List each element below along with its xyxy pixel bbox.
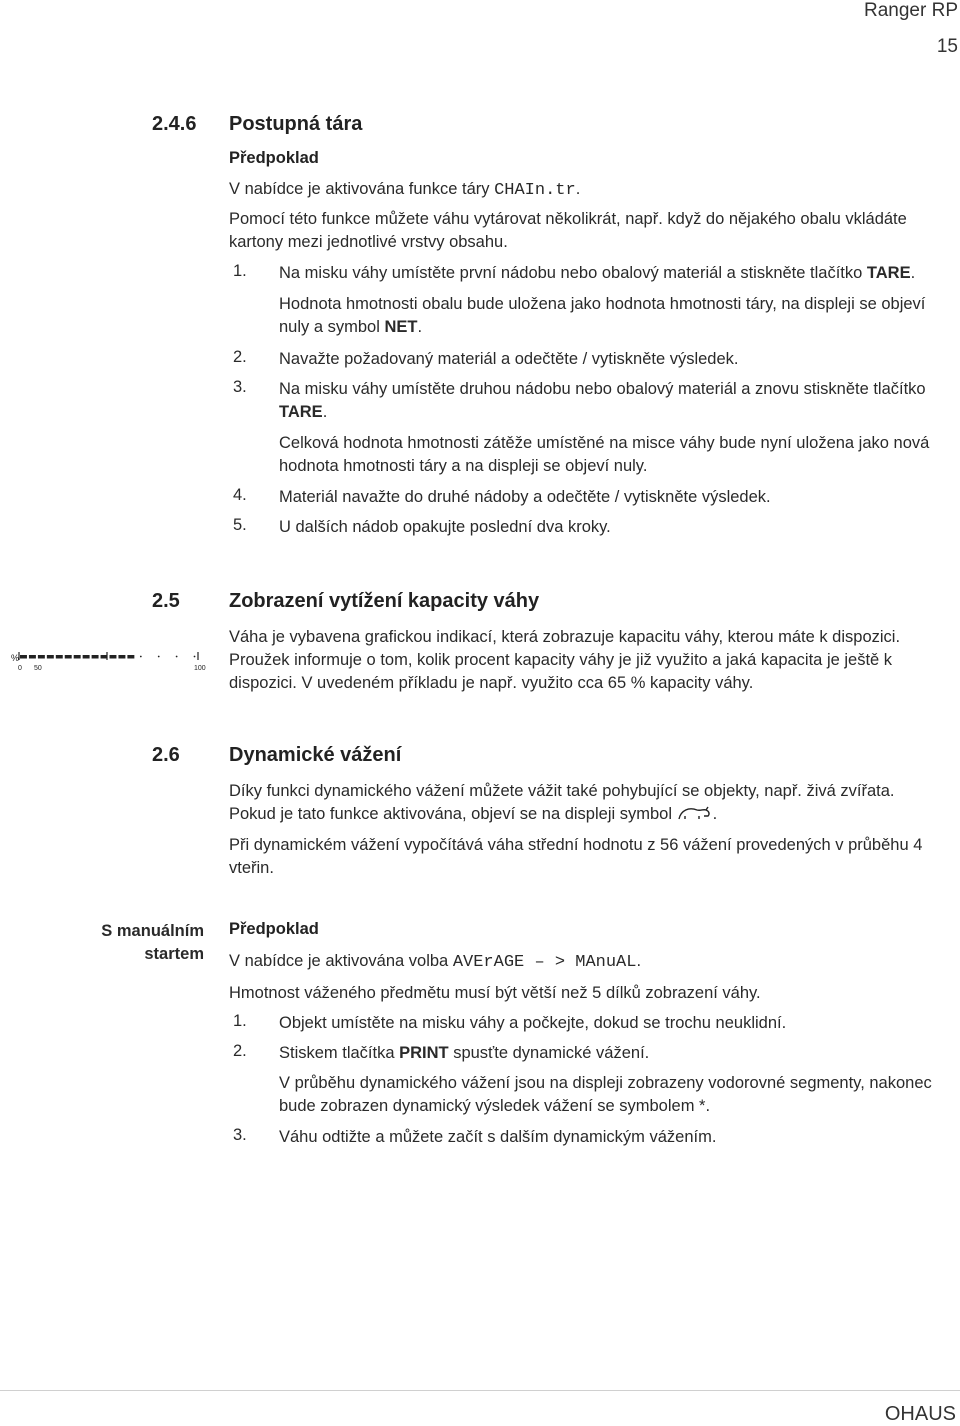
text: V nabídce je aktivována funkce táry — [229, 180, 495, 198]
step-number: 2. — [233, 348, 247, 366]
step-number: 5. — [233, 516, 247, 534]
menu-code: CHAIn.tr — [494, 181, 576, 200]
key-print: PRINT — [399, 1044, 449, 1062]
capacity-segment-filled — [118, 655, 125, 659]
step-text: Váhu odtižte a můžete začít s dalším dynamickým vážením. — [279, 1128, 717, 1146]
side-label-manual-start: S manuálním startem — [101, 922, 204, 963]
step-text — [279, 378, 959, 424]
text: . — [575, 180, 581, 198]
step-text — [279, 1042, 959, 1065]
menu-code: AVErAGE – > MAnuAL — [452, 953, 637, 972]
capacity-segment-empty — [176, 656, 178, 658]
label-0: 0 — [18, 665, 22, 672]
section-title-2-6: Dynamické vážení — [229, 744, 402, 766]
capacity-segment-filled — [20, 655, 27, 659]
text: . — [910, 264, 916, 282]
step-text: Navažte požadovaný materiál a odečtěte / vytiskněte výsledek. — [279, 350, 739, 368]
text: . — [322, 403, 328, 421]
description-paragraph: Pomocí této funkce můžete váhu vytárovat několikrát, např. když do nějakého obalu vkládáte kartony mezi jednotlivé vrstvy obsahu. — [229, 210, 907, 251]
capacity-paragraph: Váha je vybavena grafickou indikací, která zobrazuje kapacitu váhy, kterou máte k dispozici. Proužek informuje o tom, kolik procent kapacity váhy je již využito a jaká kapacita je ještě k dispozici. V uvedeném příkladu je např. využito cca 65 % kapacity váhy. — [229, 628, 901, 692]
section-number-2-4-6: 2.4.6 — [152, 113, 197, 135]
header-title: Ranger RP — [864, 0, 958, 21]
text: Na misku váhy umístěte první nádobu nebo obalový materiál a stiskněte tlačítko — [279, 264, 867, 282]
footer-rule — [0, 1390, 960, 1391]
text: . — [417, 318, 423, 336]
step-text: Objekt umístěte na misku váhy a počkejte, dokud se trochu neuklidní. — [279, 1014, 787, 1032]
section-number-2-5: 2.5 — [152, 590, 180, 612]
dynamic-paragraph-1: Díky funkci dynamického vážení můžete vážit také pohybující se objekty, např. živá zvířata. — [229, 782, 895, 800]
text: Pokud je tato funkce aktivována, objeví se na displeji symbol — [229, 805, 677, 823]
key-tare: TARE — [866, 264, 911, 282]
text: spusťte dynamické vážení. — [448, 1044, 650, 1062]
text: Hodnota hmotnosti obalu bude uložena jako hodnota hmotnosti táry, na displeji se objeví nuly a symbol — [279, 295, 926, 336]
capacity-segment-filled — [83, 655, 90, 659]
capacity-segment-filled — [47, 655, 54, 659]
page-number: 15 — [936, 36, 958, 57]
footer-brand: OHAUS — [884, 1403, 956, 1425]
step-number: 4. — [233, 486, 247, 504]
text: Na misku váhy umístěte druhou nádobu nebo obalový materiál a znovu stiskněte tlačítko — [279, 380, 926, 398]
section-title-2-5: Zobrazení vytížení kapacity váhy — [229, 590, 540, 612]
prerequisite-heading: Předpoklad — [229, 149, 319, 167]
step-text: Materiál navažte do druhé nádoby a odečtěte / vytiskněte výsledek. — [279, 488, 771, 506]
text: . — [636, 952, 642, 970]
step-number: 3. — [233, 378, 247, 396]
dynamic-paragraph-2 — [229, 803, 949, 826]
capacity-segment-filled — [29, 655, 36, 659]
symbol-net: NET — [384, 318, 418, 336]
capacity-bar-svg — [10, 646, 210, 676]
manual-prerequisite-text — [229, 950, 949, 974]
step-number: 2. — [233, 1042, 247, 1060]
capacity-segment-empty — [140, 656, 142, 658]
text: Stiskem tlačítka — [279, 1044, 400, 1062]
text: . — [712, 805, 718, 823]
capacity-segment-empty — [194, 656, 196, 658]
step-number: 1. — [233, 262, 247, 280]
section-title-2-4-6: Postupná tára — [229, 113, 363, 135]
label-50: 50 — [34, 665, 42, 672]
key-tare: TARE — [279, 403, 323, 421]
section-number-2-6: 2.6 — [152, 744, 180, 766]
step-number: 3. — [233, 1126, 247, 1144]
text: V nabídce je aktivována volba — [229, 952, 453, 970]
capacity-segment-filled — [65, 655, 72, 659]
step-number: 1. — [233, 1012, 247, 1030]
percent-sign: % — [11, 653, 20, 663]
step-result: V průběhu dynamického vážení jsou na displeji zobrazeny vodorovné segmenty, nakonec bude zobrazen dynamický výsledek vážení se symbolem *. — [279, 1074, 932, 1115]
step-text: U dalších nádob opakujte poslední dva kroky. — [279, 518, 611, 536]
animal-icon — [677, 804, 713, 822]
capacity-segment-filled — [92, 655, 99, 659]
capacity-segment-filled — [56, 655, 63, 659]
manual-requirement-text: Hmotnost váženého předmětu musí být větší než 5 dílků zobrazení váhy. — [229, 984, 761, 1002]
prerequisite-heading: Předpoklad — [229, 920, 319, 938]
capacity-segment-filled — [74, 655, 81, 659]
capacity-segment-filled — [38, 655, 45, 659]
capacity-segments — [20, 655, 195, 659]
capacity-bar-graphic — [10, 646, 210, 676]
capacity-segment-empty — [158, 656, 160, 658]
prerequisite-text — [229, 178, 949, 202]
step-result — [279, 293, 959, 339]
dynamic-paragraph-3: Při dynamickém vážení vypočítává váha střední hodnotu z 56 vážení provedených v průběhu 4 vteřin. — [229, 836, 923, 877]
capacity-segment-filled — [110, 655, 117, 659]
step-result: Celková hodnota hmotnosti zátěže umístěné na misce váhy bude nyní uložena jako nová hodnota hmotnosti táry a na displeji se objeví nuly. — [279, 434, 930, 475]
capacity-segment-filled — [127, 655, 134, 659]
label-100: 100 — [194, 665, 206, 672]
step-text — [279, 262, 959, 285]
